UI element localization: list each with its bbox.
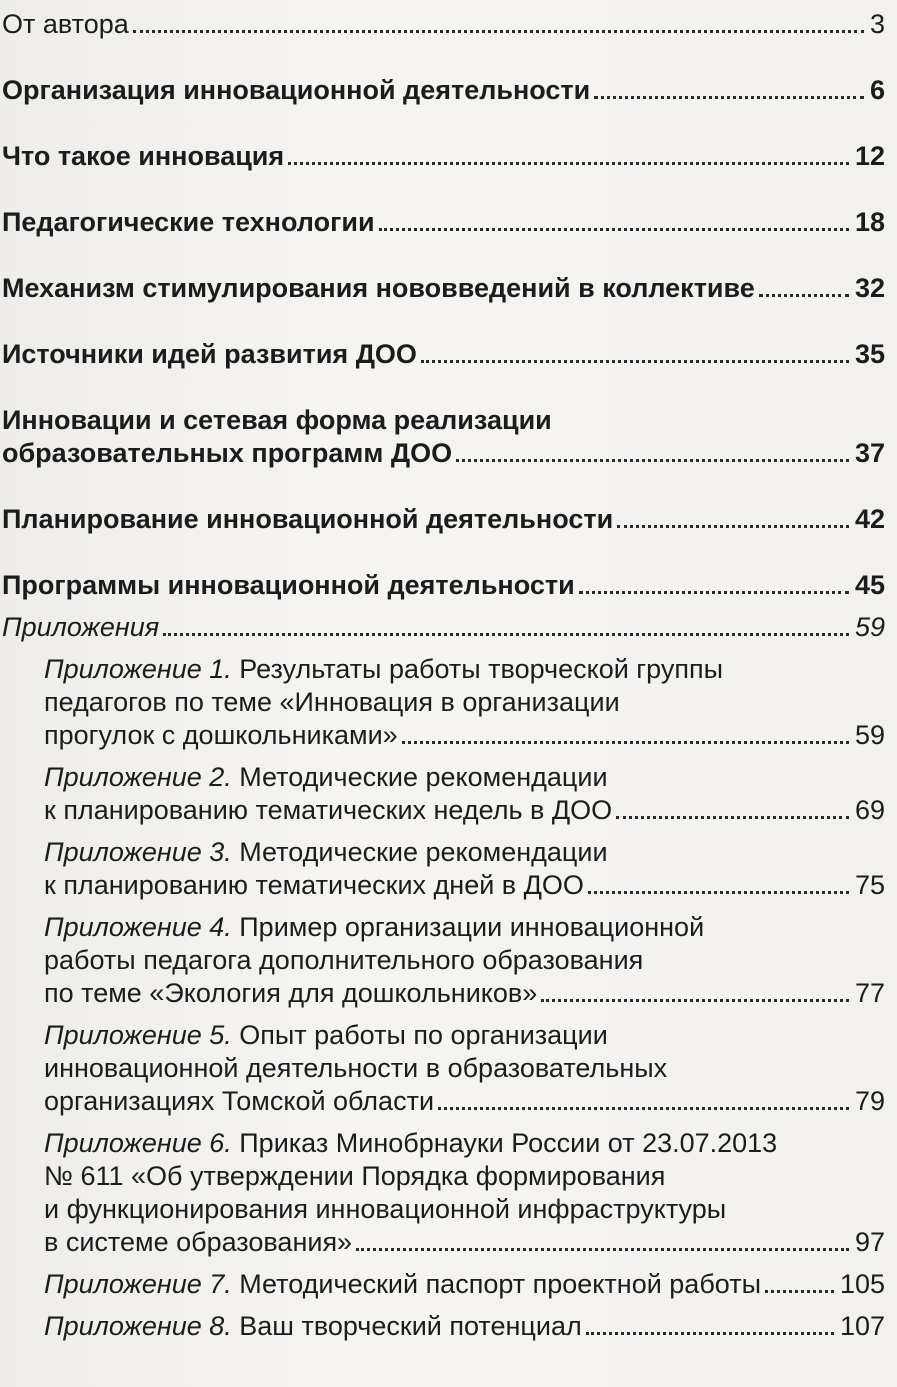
appendix-entry-7[interactable] <box>0 1268 885 1301</box>
appendix-entry-3[interactable] <box>0 836 885 902</box>
appendix-title-line: Приказ Минобрнауки России от 23.07.2013 <box>239 1128 778 1158</box>
toc-entry-title: Организация инновационной деятельности <box>2 75 591 105</box>
toc-entry-title: Механизм стимулирования нововведений в коллективе <box>2 273 755 303</box>
appendix-label: Приложение 1. <box>44 654 232 684</box>
appendix-label: Приложение 2. <box>44 762 232 792</box>
toc-page-number: 45 <box>854 570 885 600</box>
toc-entry-title: Что такое инновация <box>2 141 285 171</box>
dot-leader <box>379 228 849 231</box>
appendix-title-line: Методические рекомендации <box>239 837 608 867</box>
appendix-entry-4[interactable] <box>0 911 885 1010</box>
toc-entry[interactable] <box>0 206 885 239</box>
dot-leader <box>588 891 849 894</box>
dot-leader <box>438 1107 849 1110</box>
dot-leader <box>616 816 849 819</box>
appendix-entry-8[interactable] <box>0 1310 885 1343</box>
toc-entry[interactable] <box>0 74 885 107</box>
dot-leader <box>765 1290 834 1293</box>
toc-entry-multiline[interactable] <box>0 404 885 470</box>
toc-entry-title: Планирование инновационной деятельности <box>2 504 614 534</box>
appendix-label: Приложение 8. <box>44 1311 232 1341</box>
appendix-title-line: Пример организации инновационной <box>239 912 705 942</box>
appendix-label: Приложение 7. <box>44 1269 232 1299</box>
dot-leader <box>163 633 849 636</box>
dot-leader <box>759 294 849 297</box>
appendix-title-line: Опыт работы по организации <box>239 1020 608 1050</box>
toc-page-number: 35 <box>854 339 885 369</box>
appendix-title-line: Методический паспорт проектной работы <box>239 1269 761 1299</box>
toc-page-number: 32 <box>854 273 885 303</box>
toc-entry-title: Приложения <box>2 612 160 642</box>
appendix-title-line: к планированию тематических дней в ДОО <box>44 870 584 900</box>
toc-page-number: 42 <box>854 504 885 534</box>
toc-entry[interactable] <box>0 140 885 173</box>
toc-page-number: 107 <box>839 1311 885 1341</box>
appendix-title-line: Результаты работы творческой группы <box>239 654 724 684</box>
appendix-title-line: инновационной деятельности в образовательных <box>44 1053 668 1083</box>
table-of-contents <box>0 8 885 1343</box>
toc-entry-title-line: образовательных программ ДОО <box>2 438 453 468</box>
toc-entry[interactable] <box>0 569 885 602</box>
toc-page-number: 3 <box>869 9 885 39</box>
dot-leader <box>133 30 864 33</box>
appendix-title-line: № 611 «Об утверждении Порядка формирования <box>44 1161 666 1191</box>
toc-entry[interactable] <box>0 338 885 371</box>
appendix-title-line: Ваш творческий потенциал <box>239 1311 582 1341</box>
appendix-label: Приложение 4. <box>44 912 232 942</box>
appendix-label: Приложение 6. <box>44 1128 232 1158</box>
toc-entry-appendices[interactable] <box>0 611 885 644</box>
appendix-label: Приложение 3. <box>44 837 232 867</box>
appendix-entry-5[interactable] <box>0 1019 885 1118</box>
toc-page-number: 37 <box>854 438 885 468</box>
toc-page-number: 75 <box>854 870 885 900</box>
dot-leader <box>586 1332 834 1335</box>
toc-entry-author[interactable] <box>0 8 885 41</box>
toc-page-number: 59 <box>854 720 885 750</box>
toc-entry-title-line: Инновации и сетевая форма реализации <box>2 405 552 435</box>
appendix-title-line: по теме «Экология для дошкольников» <box>44 978 538 1008</box>
appendix-title-line: работы педагога дополнительного образования <box>44 945 644 975</box>
appendix-title-line: организациях Томской области <box>44 1086 435 1116</box>
appendix-title-line: Методические рекомендации <box>239 762 608 792</box>
dot-leader <box>594 96 864 99</box>
appendix-entry-1[interactable] <box>0 653 885 752</box>
dot-leader <box>617 525 849 528</box>
dot-leader <box>421 360 849 363</box>
dot-leader <box>579 591 849 594</box>
appendix-title-line: прогулок с дошкольниками» <box>44 720 398 750</box>
appendix-title-line: педагогов по теме «Инновация в организации <box>44 687 620 717</box>
toc-page-number: 69 <box>854 795 885 825</box>
toc-entry[interactable] <box>0 503 885 536</box>
dot-leader <box>288 162 849 165</box>
toc-page-number: 77 <box>854 978 885 1008</box>
appendix-title-line: к планированию тематических недель в ДОО <box>44 795 613 825</box>
appendix-entry-6[interactable] <box>0 1127 885 1259</box>
toc-entry-title: Источники идей развития ДОО <box>2 339 417 369</box>
dot-leader <box>402 741 849 744</box>
toc-entry-title: Педагогические технологии <box>2 207 375 237</box>
appendix-title-line: в системе образования» <box>44 1227 353 1257</box>
toc-page-number: 12 <box>854 141 885 171</box>
toc-entry[interactable] <box>0 272 885 305</box>
toc-page-number: 59 <box>854 612 885 642</box>
toc-entry-title: От автора <box>2 9 129 39</box>
appendix-title-line: и функционирования инновационной инфраструктуры <box>44 1194 727 1224</box>
dot-leader <box>456 459 849 462</box>
dot-leader <box>356 1248 849 1251</box>
toc-page-number: 6 <box>869 75 885 105</box>
toc-page-number: 79 <box>854 1086 885 1116</box>
toc-page-number: 105 <box>839 1269 885 1299</box>
toc-entry-title: Программы инновационной деятельности <box>2 570 575 600</box>
appendix-label: Приложение 5. <box>44 1020 232 1050</box>
dot-leader <box>541 999 849 1002</box>
toc-page-number: 97 <box>854 1227 885 1257</box>
toc-page-number: 18 <box>854 207 885 237</box>
appendix-entry-2[interactable] <box>0 761 885 827</box>
